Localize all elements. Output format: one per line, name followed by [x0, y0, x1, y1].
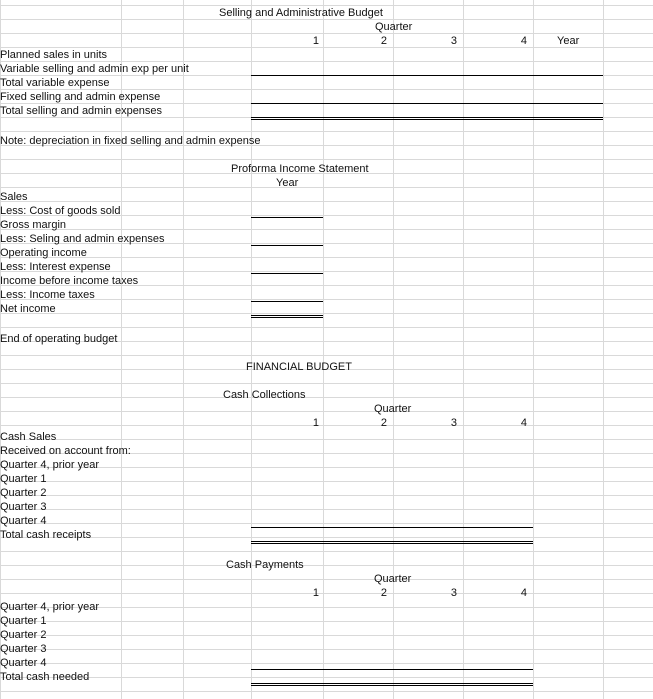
row-label: Less: Cost of goods sold — [0, 205, 121, 217]
col-header-q4: 4 — [520, 35, 527, 47]
row-label: Income before income taxes — [0, 275, 139, 287]
quarter-label: Quarter — [375, 21, 413, 33]
row-label: Gross margin — [0, 219, 67, 231]
row-label: Total selling and admin expenses — [0, 105, 163, 117]
row-label: Total cash receipts — [0, 529, 92, 541]
quarter-label: Quarter — [374, 573, 412, 585]
quarter-label: Quarter — [374, 403, 412, 415]
row-label: Less: Income taxes — [0, 289, 95, 301]
cash-payments-title: Cash Payments — [226, 559, 304, 571]
proforma-year-header: Year — [276, 177, 299, 189]
row-label: Quarter 4 — [0, 657, 47, 669]
row-label: Quarter 4, prior year — [0, 601, 100, 613]
col-header-q2: 2 — [380, 35, 387, 47]
row-label: Fixed selling and admin expense — [0, 91, 161, 103]
col-header-year: Year — [557, 35, 580, 47]
row-label: Total variable expense — [0, 77, 110, 89]
row-label: Sales — [0, 191, 28, 203]
col-header-q2: 2 — [380, 587, 387, 599]
row-label: Total cash needed — [0, 671, 90, 683]
note-label: Note: depreciation in fixed selling and admin expense — [0, 135, 261, 147]
row-label: Cash Sales — [0, 431, 57, 443]
row-label: Net income — [0, 303, 56, 315]
selling-admin-title: Selling and Administrative Budget — [219, 7, 383, 19]
financial-budget-title: FINANCIAL BUDGET — [246, 361, 352, 373]
col-header-q1: 1 — [312, 587, 319, 599]
row-label: Variable selling and admin exp per unit — [0, 63, 189, 75]
row-label: Quarter 3 — [0, 501, 47, 513]
col-header-q4: 4 — [520, 417, 527, 429]
col-header-q4: 4 — [520, 587, 527, 599]
row-label: Quarter 4 — [0, 515, 47, 527]
cash-collections-title: Cash Collections — [223, 389, 306, 401]
col-header-q3: 3 — [450, 417, 457, 429]
row-label: Quarter 2 — [0, 629, 47, 641]
row-label: Received on account from: — [0, 445, 131, 457]
col-header-q2: 2 — [380, 417, 387, 429]
row-label: Quarter 2 — [0, 487, 47, 499]
row-label: Less: Seling and admin expenses — [0, 233, 165, 245]
col-header-q3: 3 — [450, 35, 457, 47]
end-operating-label: End of operating budget — [0, 333, 118, 345]
row-label: Quarter 1 — [0, 615, 47, 627]
col-header-q1: 1 — [312, 417, 319, 429]
row-label: Quarter 4, prior year — [0, 459, 100, 471]
row-label: Quarter 3 — [0, 643, 47, 655]
col-header-q3: 3 — [450, 587, 457, 599]
row-label: Planned sales in units — [0, 49, 108, 61]
col-header-q1: 1 — [312, 35, 319, 47]
row-label: Operating income — [0, 247, 87, 259]
row-label: Less: Interest expense — [0, 261, 111, 273]
row-label: Quarter 1 — [0, 473, 47, 485]
proforma-title: Proforma Income Statement — [231, 163, 369, 175]
